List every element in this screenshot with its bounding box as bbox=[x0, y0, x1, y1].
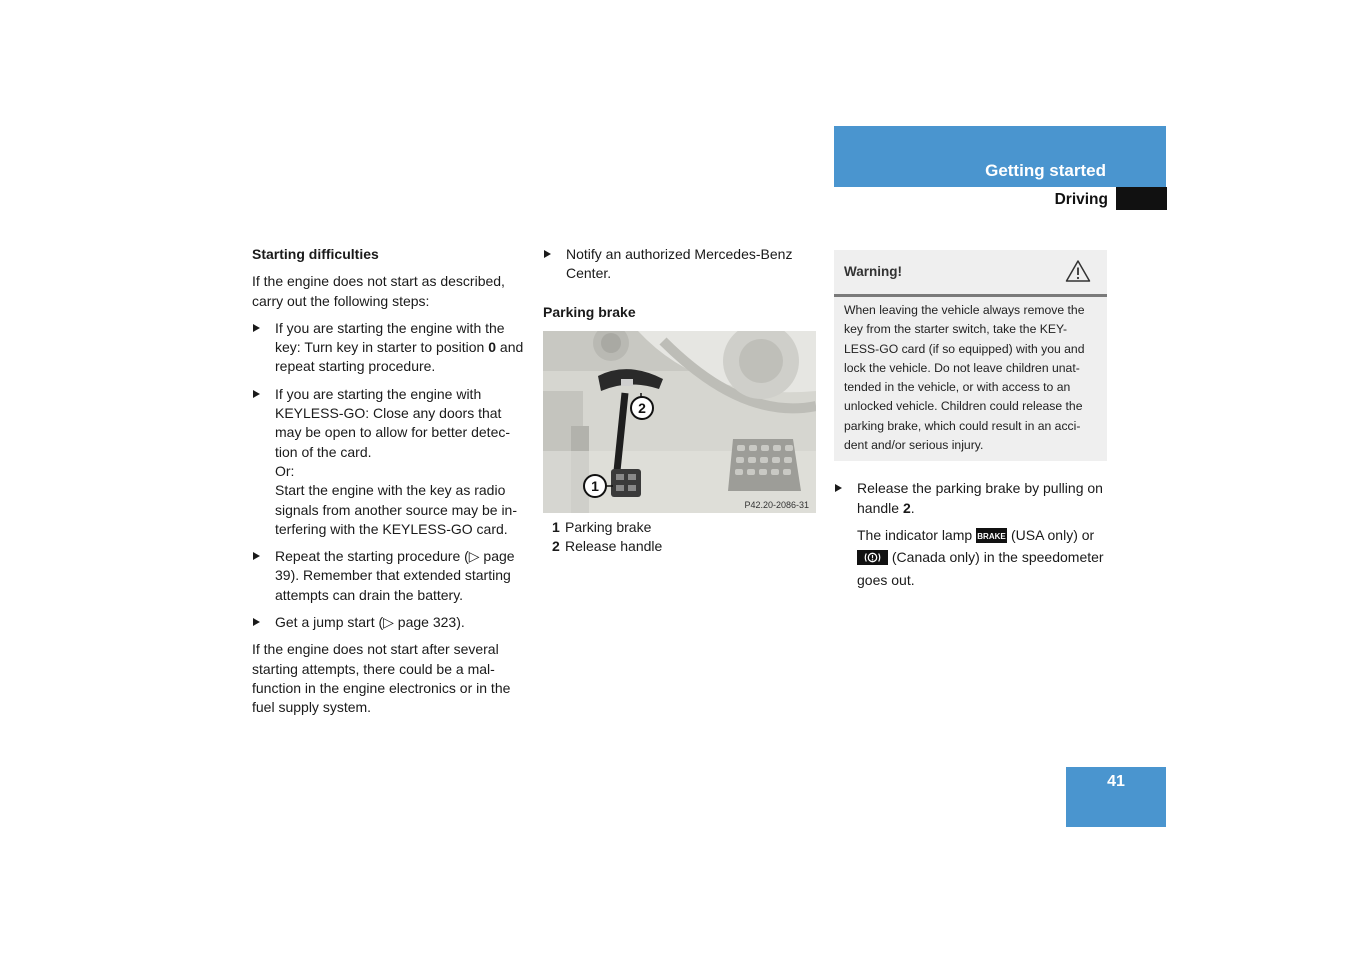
figure-legend bbox=[543, 518, 816, 557]
key-position: 0 bbox=[488, 339, 497, 356]
bullet-text: Repeat the starting procedure (▷ page 39). Remember that extended starting attempts can drain the battery. bbox=[275, 548, 515, 603]
subsection-marker bbox=[1116, 187, 1167, 210]
section-header-bar bbox=[834, 126, 1166, 187]
indicator-paragraph bbox=[834, 526, 1107, 590]
legend-label: Release handle bbox=[565, 538, 663, 555]
handle-number: 2 bbox=[902, 499, 911, 516]
bullet-text: . bbox=[910, 499, 915, 516]
bullet-text: Release the parking brake by pulling on handle bbox=[857, 480, 1103, 516]
warning-box bbox=[834, 250, 1107, 461]
intro-paragraph: If the engine does not start as described, carry out the following steps: bbox=[252, 273, 505, 309]
list-item bbox=[834, 479, 1107, 518]
page-number-box bbox=[1066, 767, 1166, 827]
bullet-text: Get a jump start (▷ page 323). bbox=[275, 614, 465, 631]
legend-number: 1 bbox=[552, 518, 560, 535]
parking-brake-figure bbox=[543, 331, 816, 513]
middle-column bbox=[543, 245, 816, 556]
footwell-illustration bbox=[543, 331, 816, 513]
bullet-arrow-icon bbox=[253, 618, 260, 626]
legend-label: Parking brake bbox=[565, 518, 652, 535]
left-column bbox=[252, 245, 528, 718]
bullet-arrow-icon bbox=[253, 390, 260, 398]
right-column bbox=[834, 250, 1107, 590]
bullet-arrow-icon bbox=[544, 250, 551, 258]
indicator-text: The indicator lamp bbox=[857, 526, 977, 543]
page-number: 41 bbox=[1107, 773, 1125, 790]
callout-2: 2 bbox=[638, 399, 646, 416]
indicator-text: (Canada only) in the speedometer goes out. bbox=[857, 549, 1104, 588]
bullet-text: If you are starting the engine with KEYLESS-GO: Close any doors that may be open to allow for better detec-tion of the card. bbox=[275, 385, 511, 460]
bullet-or: Or: bbox=[275, 462, 295, 479]
bullet-text: Start the engine with the key as radio signals from another source may be in-terfering with the KEYLESS-GO card. bbox=[275, 482, 517, 537]
callout-1: 1 bbox=[591, 477, 599, 494]
figure-code: P42.20-2086-31 bbox=[744, 499, 809, 510]
legend-number: 2 bbox=[552, 538, 560, 555]
list-item bbox=[543, 245, 816, 284]
outro-paragraph: If the engine does not start after several starting attempts, there could be a mal-function in the engine electronics or in the fuel supply system. bbox=[252, 641, 511, 716]
section-title: Getting started bbox=[985, 161, 1106, 180]
starting-difficulties-heading: Starting difficulties bbox=[252, 246, 379, 262]
subsection-title: Driving bbox=[1054, 191, 1108, 208]
brake-lamp-label: BRAKE bbox=[977, 531, 1006, 541]
bullet-arrow-icon bbox=[835, 484, 842, 492]
parking-brake-heading: Parking brake bbox=[543, 303, 636, 320]
bullet-arrow-icon bbox=[253, 324, 260, 332]
legend-item bbox=[552, 518, 816, 537]
bullet-text: and repeat starting procedure. bbox=[275, 339, 524, 375]
brake-warning-lamp-icon bbox=[857, 550, 888, 570]
list-item bbox=[252, 613, 528, 632]
brake-lamp-icon bbox=[976, 528, 1007, 548]
list-item bbox=[252, 547, 528, 605]
list-item bbox=[252, 385, 528, 539]
indicator-text: (USA only) or bbox=[1007, 526, 1095, 543]
warning-title: Warning! bbox=[844, 264, 902, 279]
warning-text: When leaving the vehicle always remove the key from the starter switch, take the KEY-LESS-GO card (if so equipped) with you and lock the vehicle. Do not leave children unat-tended in the vehicle, or with access to an unlocked vehicle. Children could release the parking brake, which could result in an acci-dent and/or serious injury. bbox=[844, 303, 1085, 453]
warning-triangle-icon bbox=[1065, 259, 1091, 288]
bullet-text: Notify an authorized Mercedes-Benz Center. bbox=[566, 246, 793, 282]
legend-item bbox=[552, 537, 816, 556]
bullet-text: If you are starting the engine with the key: Turn key in starter to position bbox=[275, 319, 505, 356]
list-item bbox=[252, 319, 528, 377]
bullet-arrow-icon bbox=[253, 552, 260, 560]
warning-header bbox=[834, 250, 1107, 297]
